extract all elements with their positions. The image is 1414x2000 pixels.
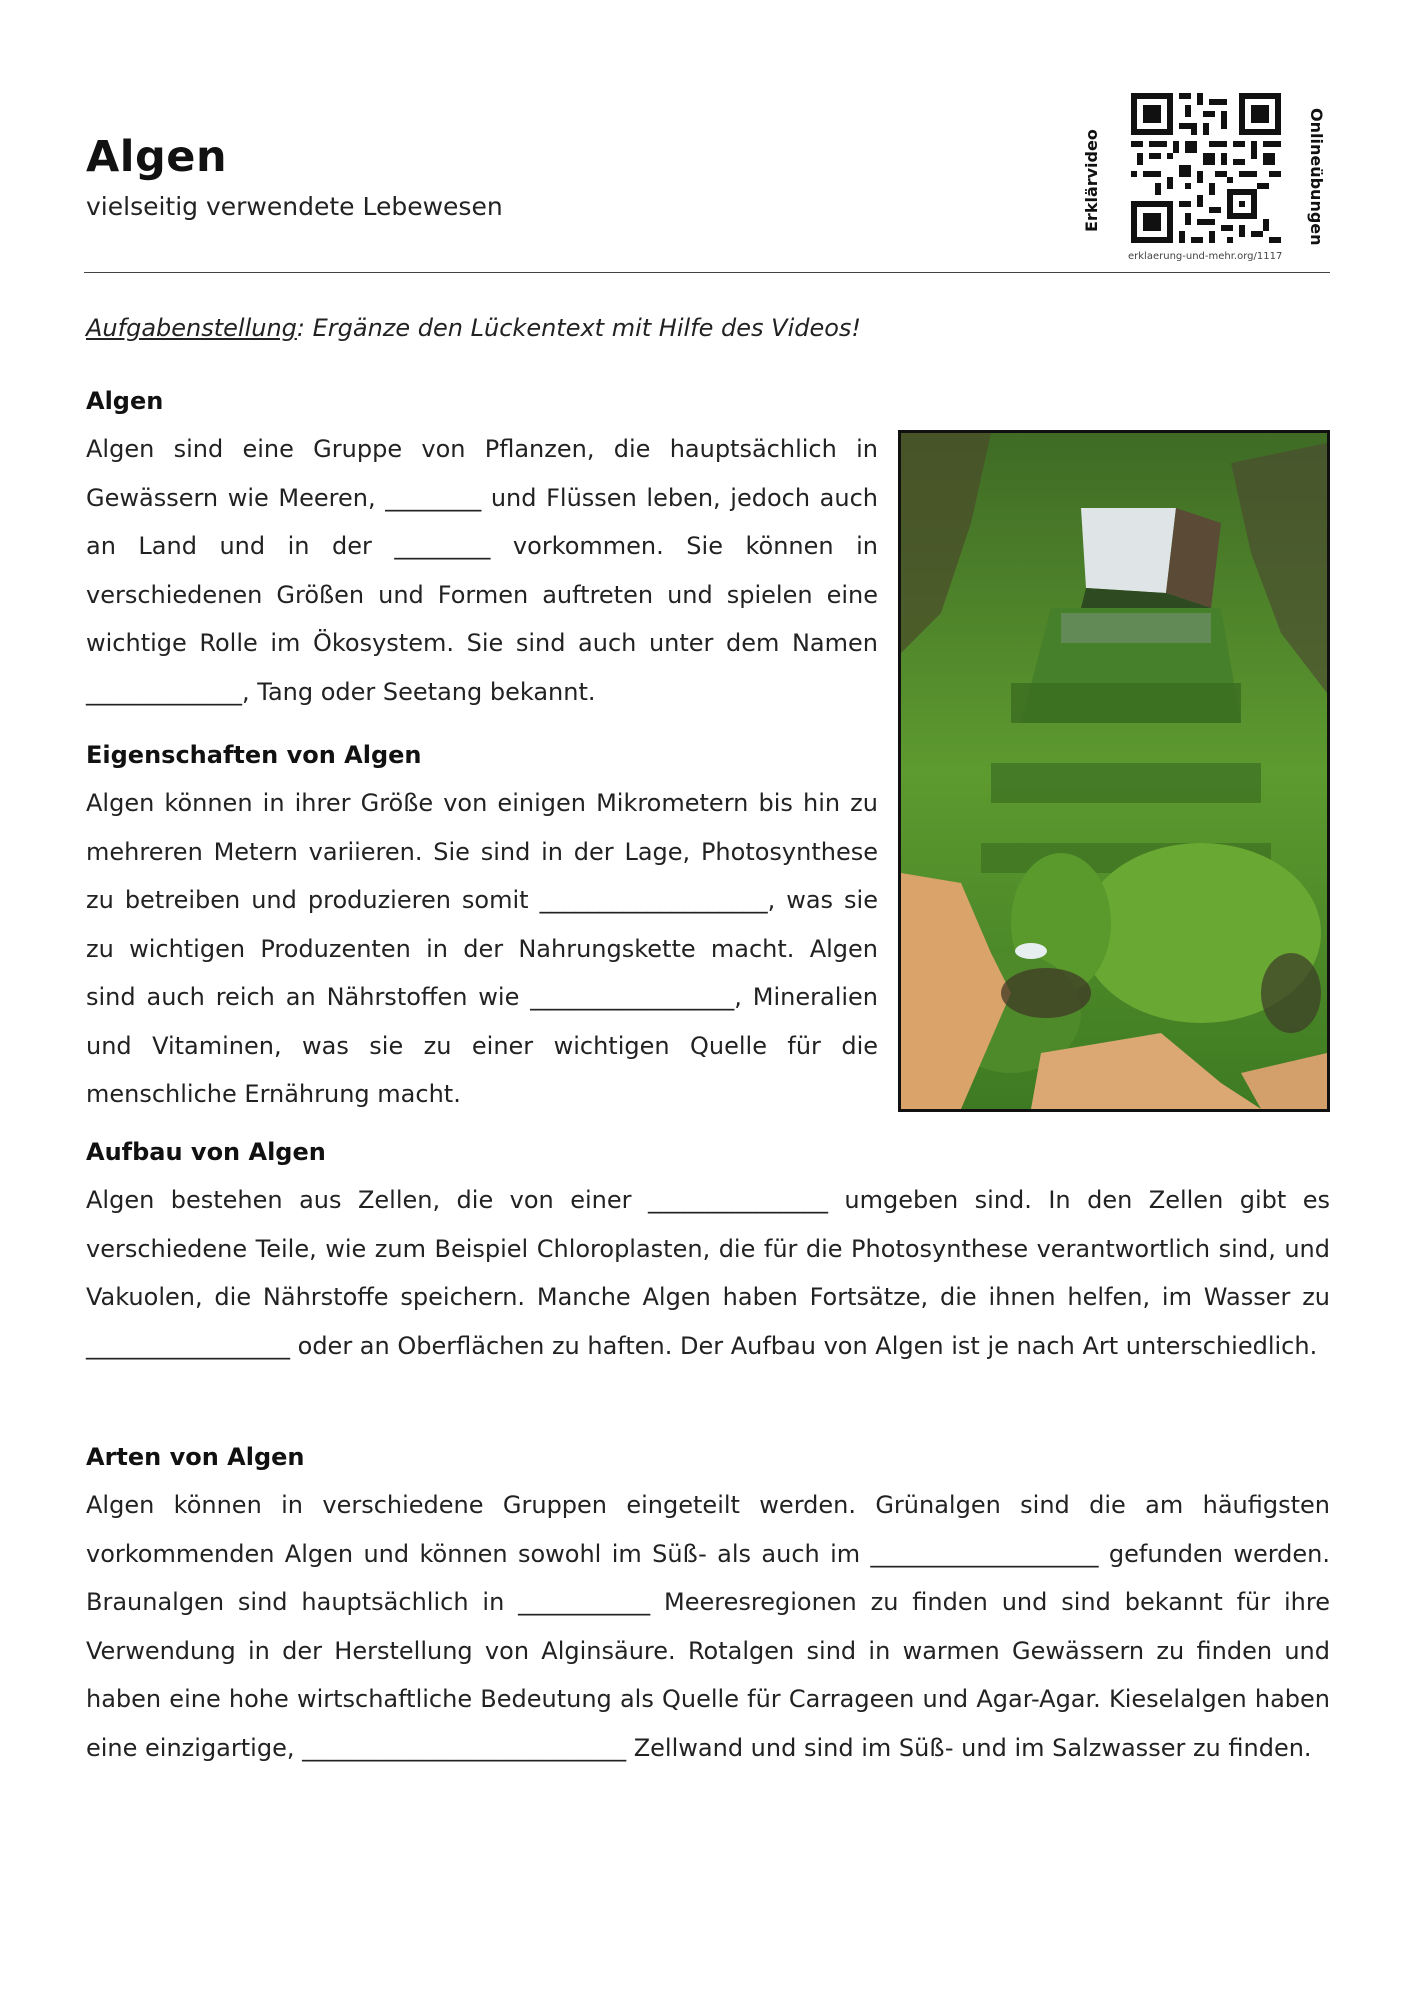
task-label: Aufgabenstellung	[86, 314, 297, 342]
header-divider	[84, 272, 1330, 273]
online-exercises-label: Onlineübungen	[1307, 108, 1326, 246]
section-text-aufbau: Algen bestehen aus Zellen, die von einer _______________ umgeben sind. In den Zellen gibt es verschiedene Teile, wie zum Beispiel Chloroplasten, die für die Photosynthese verantwortlich sind, und Vakuolen, die Nährstoffe speichern. Manche Algen haben Fortsätze, die ihnen helfen, im Wasser zu _________________ oder an Oberflächen zu haften. Der Aufbau von Algen ist je nach Art unterschiedlich.	[86, 1186, 1330, 1360]
explainer-video-label: Erklärvideo	[1082, 129, 1101, 232]
section-heading-arten: Arten von Algen	[86, 1443, 305, 1471]
section-text-eigenschaften: Algen können in ihrer Größe von einigen Mikrometern bis hin zu mehreren Metern variieren. Sie sind in der Lage, Photosynthese zu betreiben und produzieren somit ___________________, was sie zu wichtigen Produzenten in der Nahrungskette macht. Algen sind auch reich an Nährstoffen wie _________________, Mineralien und Vitaminen, was sie zu einer wichtigen Quelle für die menschliche Ernährung macht.	[86, 789, 878, 1108]
task-text: : Ergänze den Lückentext mit Hilfe des Videos!	[296, 314, 862, 342]
task-instruction	[86, 314, 861, 342]
section-heading-eigenschaften: Eigenschaften von Algen	[86, 741, 422, 769]
section-text-algen: Algen sind eine Gruppe von Pflanzen, die hauptsächlich in Gewässern wie Meeren, ________ und Flüssen leben, jedoch auch an Land und in der ________ vorkommen. Sie können in verschiedenen Größen und Formen auftreten und spielen eine wichtige Rolle im Ökosystem. Sie sind auch unter dem Namen _____________, Tang oder Seetang bekannt.	[86, 435, 878, 706]
section-heading-algen: Algen	[86, 387, 164, 415]
page-title: Algen	[86, 132, 228, 182]
page-subtitle: vielseitig verwendete Lebewesen	[86, 192, 503, 221]
qr-url: erklaerung-und-mehr.org/1117	[1128, 251, 1283, 262]
qr-code-icon[interactable]	[1131, 93, 1281, 243]
algae-photo	[898, 430, 1330, 1112]
section-text-arten: Algen können in verschiedene Gruppen eingeteilt werden. Grünalgen sind die am häufigsten vorkommenden Algen und können sowohl im Süß- als auch im ___________________ gefunden werden. Braunalgen sind hauptsächlich in ___________ Meeresregionen zu finden und sind bekannt für ihre Verwendung in der Herstellung von Alginsäure. Rotalgen sind in warmen Gewässern zu finden und haben eine hohe wirtschaftliche Bedeutung als Quelle für Carrageen und Agar-Agar. Kieselalgen haben eine einzigartige, ___________________________ Zellwand und sind im Süß- und im Salzwasser zu finden.	[86, 1491, 1330, 1762]
section-heading-aufbau: Aufbau von Algen	[86, 1138, 326, 1166]
